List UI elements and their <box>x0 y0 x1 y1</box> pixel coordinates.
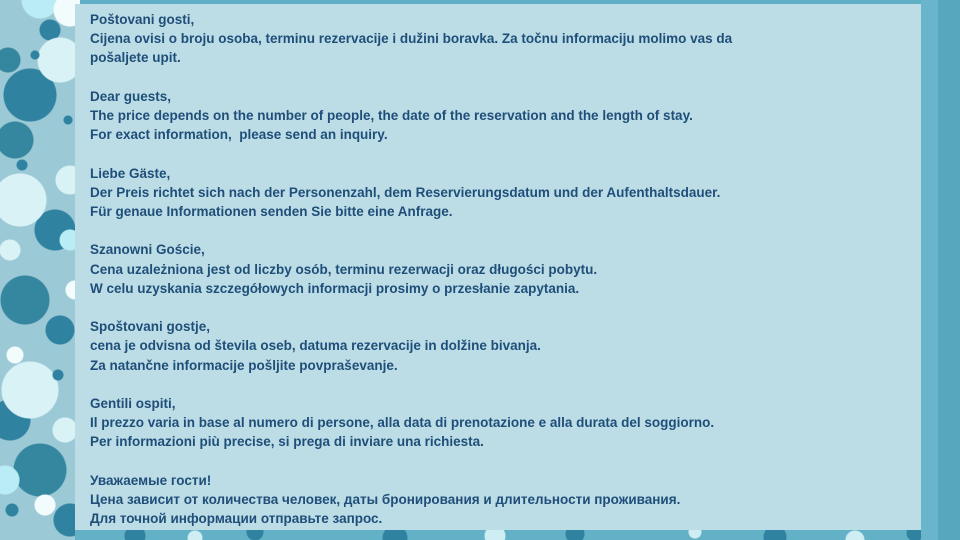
text-line: Для точной информации отправьте запрос. <box>90 511 383 527</box>
text-line: cena je odvisna od števila oseb, datuma rezervacije in dolžine bivanja. <box>90 338 541 354</box>
notice-paragraph-hr <box>90 10 911 68</box>
splatter-left-decoration <box>0 0 80 540</box>
right-strip-dark <box>938 0 960 540</box>
notice-paragraph-ru <box>90 471 911 529</box>
text-line: Za natančne informacije pošljite povpraševanje. <box>90 357 398 373</box>
text-line: Szanowni Goście, <box>90 242 205 258</box>
text-line: Poštovani gosti, <box>90 12 195 27</box>
notice-text <box>90 10 911 528</box>
text-line: Für genaue Informationen senden Sie bitte eine Anfrage. <box>90 204 453 219</box>
text-line: Уважаемые гости! <box>90 472 212 488</box>
text-line: The price depends on the number of people, the date of the reservation and the length of stay. <box>90 108 693 123</box>
text-line: Gentili ospiti, <box>90 395 176 411</box>
text-line: Der Preis richtet sich nach der Personenzahl, dem Reservierungsdatum und der Aufenthaltsdauer. <box>90 184 721 200</box>
notice-paragraph-pl <box>90 240 911 298</box>
text-line: Цена зависит от количества человек, даты бронирования и длительности проживания. <box>90 491 681 507</box>
notice-paragraph-de <box>90 164 911 222</box>
notice-panel <box>75 4 921 530</box>
text-line: For exact information, please send an inquiry. <box>90 127 388 143</box>
text-line: pošaljete upit. <box>90 50 181 66</box>
text-line: W celu uzyskania szczegółowych informacji prosimy o przesłanie zapytania. <box>90 280 580 296</box>
text-line: Spoštovani gostje, <box>90 319 211 335</box>
notice-paragraph-sl <box>90 317 911 375</box>
text-line: Cijena ovisi o broju osoba, terminu rezervacije i dužini boravka. Za točnu informaciju molimo vas da <box>90 31 733 47</box>
notice-paragraph-en <box>90 87 911 145</box>
right-strip-light <box>921 0 938 540</box>
text-line: Per informazioni più precise, si prega di inviare una richiesta. <box>90 434 484 450</box>
text-line: Il prezzo varia in base al numero di persone, alla data di prenotazione e alla durata del soggiorno. <box>90 415 715 431</box>
text-line: Liebe Gäste, <box>90 165 171 181</box>
notice-paragraph-it <box>90 394 911 452</box>
text-line: Dear guests, <box>90 88 172 104</box>
text-line: Cena uzależniona jest od liczby osób, terminu rezerwacji oraz długości pobytu. <box>90 261 598 277</box>
